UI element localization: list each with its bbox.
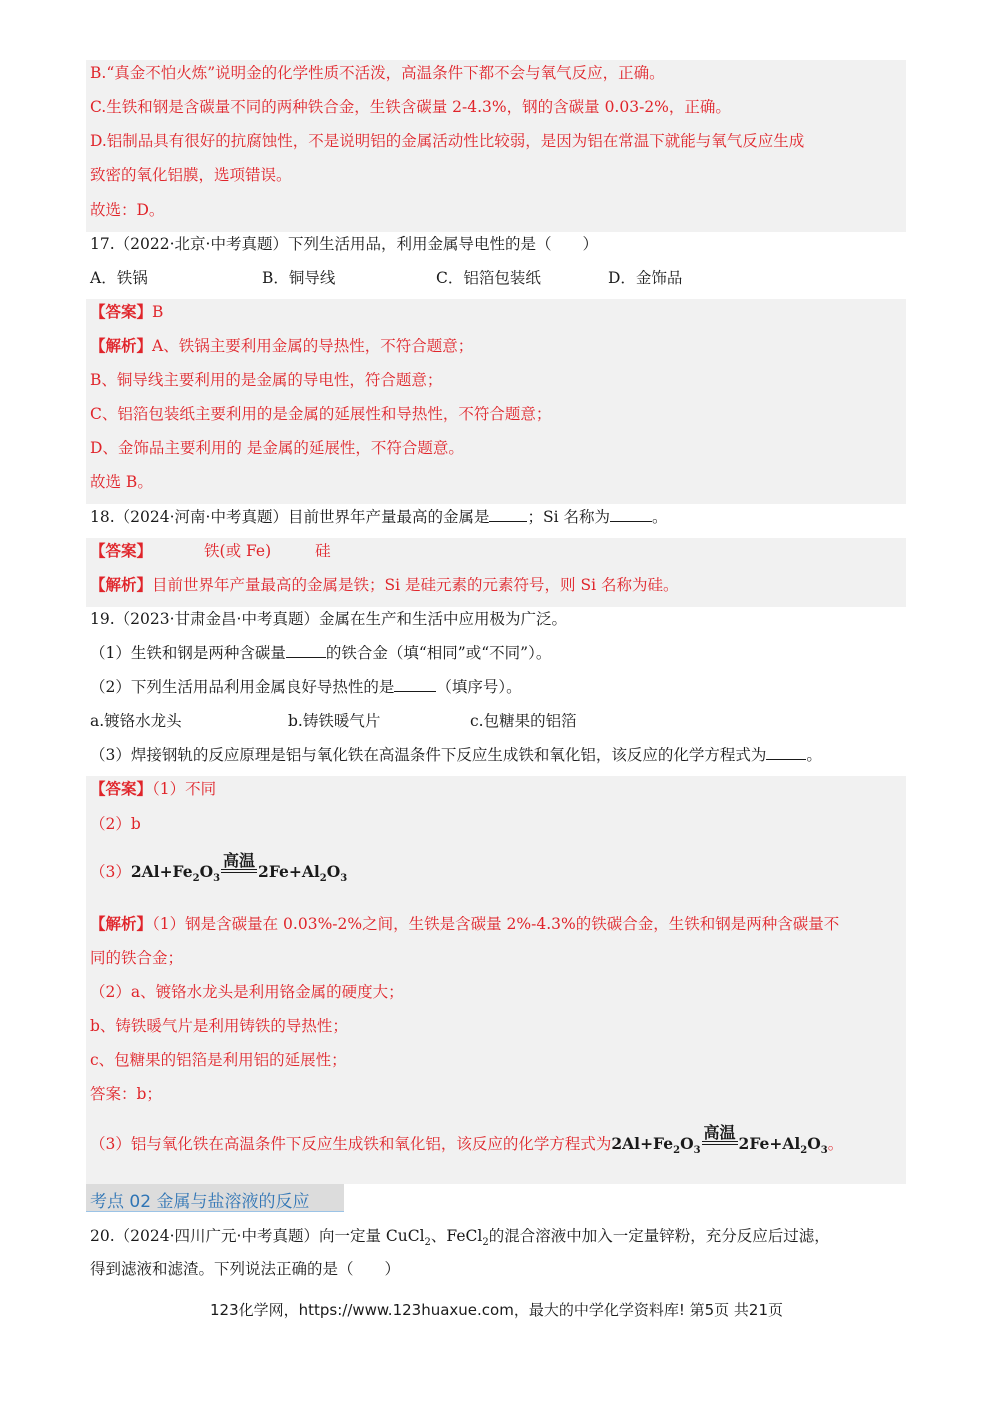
question-18-stem: [90, 507, 667, 527]
analysis-c: C.生铁和钢是含碳量不同的两种铁合金，生铁含碳量 2-4.3%，钢的含碳量 0.03-2%，正确。: [90, 98, 731, 116]
answer-value-1: 铁(或 Fe): [204, 542, 272, 560]
reaction-condition: [702, 1123, 738, 1149]
subscript: 2: [192, 873, 200, 885]
analysis-text: （3）铝与氧化铁在高温条件下反应生成铁和氧化铝，该反应的化学方程式为: [90, 1135, 612, 1153]
analysis-18: [90, 575, 678, 595]
analysis-17-line2: B、铜导线主要利用的是金属的导电性，符合题意；: [90, 371, 443, 389]
chemical-equation: $2Al+Fe_2O_3$ 高温 $2Fe+Al_2O_3$: [611, 1123, 828, 1157]
analysis-17-line5: 故选 B。: [90, 473, 153, 491]
analysis-19-line1: [90, 914, 839, 934]
option-d: D．金饰品: [608, 269, 683, 287]
section-title: 考点 02 金属与盐溶液的反应: [90, 1192, 310, 1212]
stem-part: 。: [806, 746, 822, 764]
question-19-stem: 19.（2023·甘肃金昌·中考真题）金属在生产和生活中应用极为广泛。: [90, 610, 567, 628]
answer-value: B: [152, 303, 164, 321]
analysis-d-line2: 致密的氧化铝膜，选项错误。: [90, 166, 292, 184]
stem-part: （2）下列生活用品利用金属良好导热性的是: [90, 678, 395, 696]
answer-19-part2: （2）b: [90, 815, 141, 833]
analysis-19-line5: c、包糖果的铝箔是利用铝的延展性；: [90, 1051, 347, 1069]
stem-part: 。: [651, 508, 668, 526]
option-c: c.包糖果的铝箔: [470, 712, 577, 730]
question-20-line2: 得到滤液和滤渣。下列说法正确的是（ ）: [90, 1260, 401, 1278]
answer-blank: [394, 677, 436, 692]
analysis-19-line4: b、铸铁暖气片是利用铸铁的导热性；: [90, 1017, 348, 1035]
subscript: 3: [340, 873, 348, 885]
analysis-d-line1: D.铝制品具有很好的抗腐蚀性，不是说明铝的金属活动性比较弱，是因为铝在常温下就能与氧气反应生成: [90, 132, 805, 150]
stem-part: ；Si 名称为: [527, 508, 610, 526]
answer-shade-17: [86, 299, 906, 504]
eq-products: 2Fe+Al: [738, 1134, 801, 1153]
stem-part: （填序号）。: [436, 678, 522, 696]
answer-tag: 【答案】: [90, 541, 153, 560]
page-footer: 123化学网，https://www.123huaxue.com，最大的中学化学资料库! 第5页 共21页: [209, 1301, 784, 1319]
answer-17: [90, 302, 163, 322]
question-17-stem: 17.（2022·北京·中考真题）下列生活用品，利用金属导电性的是（ ）: [90, 235, 598, 253]
stem-part: 18.（2024·河南·中考真题）目前世界年产量最高的金属是: [90, 508, 490, 526]
analysis-text: （1）钢是含碳量在 0.03%-2%之间，生铁是含碳量 2%-4.3%的铁碳合金，生铁和钢是两种含碳量不: [152, 915, 840, 933]
analysis-tag: 【解析】: [90, 336, 153, 355]
eq-reactants: 2Al+Fe: [611, 1134, 674, 1153]
answer-tag: 【答案】: [90, 779, 153, 798]
question-19-part2: [90, 677, 522, 697]
analysis-17-line4: D、金饰品主要利用的 是金属的延展性，不符合题意。: [90, 439, 464, 457]
subscript: 2: [673, 1145, 681, 1157]
eq-products: 2Fe+Al: [258, 862, 320, 881]
analysis-choose: 故选：D。: [90, 201, 165, 219]
answer-tag: 【答案】: [90, 302, 153, 321]
eq-reactants: 2Al+Fe: [130, 862, 193, 881]
answer-blank: [489, 507, 527, 522]
stem-part: （1）生铁和钢是两种含碳量: [90, 644, 286, 662]
analysis-19-line7: [90, 1123, 844, 1161]
analysis-text: 。: [827, 1135, 844, 1153]
stem-part: 20.（2024·四川广元·中考真题）向一定量 CuCl: [90, 1227, 425, 1245]
analysis-17-line3: C、铝箔包装纸主要利用的是金属的延展性和导热性，不符合题意；: [90, 405, 552, 423]
option-b: B．铜导线: [262, 269, 336, 287]
condition-label: 高温: [223, 851, 256, 870]
stem-part: 、FeCl: [430, 1227, 483, 1245]
analysis-19-line6: 答案：b；: [90, 1085, 162, 1103]
analysis-tag: 【解析】: [90, 575, 153, 594]
answer-blank: [286, 643, 326, 658]
subscript: 3: [693, 1145, 701, 1157]
stem-part: （3）焊接钢轨的反应原理是铝与氧化铁在高温条件下反应生成铁和氧化铝，该反应的化学方程式为: [90, 746, 767, 764]
condition-label: 高温: [703, 1123, 736, 1142]
subscript: 3: [213, 873, 221, 885]
stem-part: 的铁合金（填“相同”或“不同”）。: [325, 644, 552, 662]
chemical-equation: $2Al+Fe_2O_3$ 高温 $2Fe+Al_2O_3$: [130, 851, 348, 885]
analysis-19-line3: （2）a、镀铬水龙头是利用铬金属的硬度大；: [90, 983, 404, 1001]
answer-19-part3: [90, 851, 348, 889]
answer-18: [90, 541, 331, 561]
analysis-b: B.“真金不怕火炼”说明金的化学性质不活泼，高温条件下都不会与氧气反应，正确。: [90, 64, 665, 82]
question-19-part1: [90, 643, 551, 663]
answer-prefix: （3）: [90, 863, 131, 881]
option-a: A．铁锅: [90, 269, 148, 287]
answer-shade-19: [86, 776, 906, 1184]
analysis-text: 目前世界年产量最高的金属是铁；Si 是硅元素的元素符号，则 Si 名称为硅。: [152, 576, 679, 594]
question-20-line1: [90, 1226, 830, 1253]
analysis-text: A、铁锅主要利用金属的导热性，不符合题意；: [152, 337, 474, 355]
answer-blank: [766, 745, 806, 760]
analysis-tag: 【解析】: [90, 914, 153, 933]
answer-value-2: 硅: [315, 542, 331, 560]
reaction-condition: [221, 851, 257, 877]
option-b: b.铸铁暖气片: [288, 712, 381, 730]
analysis-19-line2: 同的铁合金；: [90, 949, 184, 967]
analysis-17-line1: [90, 336, 473, 356]
answer-19-part1: [90, 779, 216, 799]
question-19-part3: [90, 745, 822, 765]
subscript: 3: [820, 1145, 828, 1157]
answer-value: （1）不同: [152, 780, 217, 798]
subscript: 2: [424, 1237, 431, 1249]
answer-blank: [610, 507, 652, 522]
subscript: 2: [319, 873, 327, 885]
subscript: 2: [482, 1237, 489, 1249]
stem-part: 的混合溶液中加入一定量锌粉，充分反应后过滤，: [488, 1227, 830, 1245]
option-c: C．铝箔包装纸: [436, 269, 541, 287]
section-heading: [86, 1184, 344, 1212]
subscript: 2: [800, 1145, 808, 1157]
option-a: a.镀铬水龙头: [90, 712, 182, 730]
